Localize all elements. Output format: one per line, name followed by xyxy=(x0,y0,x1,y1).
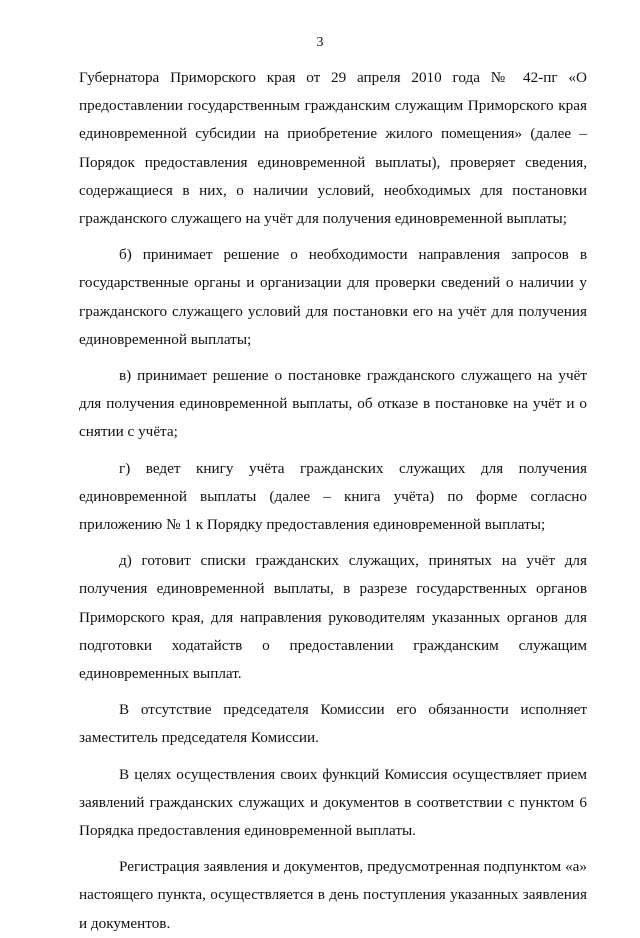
paragraph-item-b: б) принимает решение о необходимости направления запросов в государственные органы и организации для проверки сведений о наличии у гражданского служащего условий для постановки его на учёт для получения единовременной выплаты; xyxy=(79,246,587,348)
document-body xyxy=(79,64,587,938)
paragraph-item-d: д) готовит списки гражданских служащих, принятых на учёт для получения единовременной выплаты, в разрезе государственных органов Приморского края, для направления руководителям указанных органов для подготовки ходатайств о предоставлении гражданским служащим единовременных выплат. xyxy=(79,552,587,683)
paragraph-functions: В целях осуществления своих функций Комиссия осуществляет прием заявлений гражданских служащих и документов в соответствии с пунктом 6 Порядка предоставления единовременной выплаты. xyxy=(79,765,587,840)
paragraph-item-v: в) принимает решение о постановке гражданского служащего на учёт для получения единовременной выплаты, об отказе в постановке на учёт и о снятии с учёта; xyxy=(79,367,587,441)
paragraph-item-g: г) ведет книгу учёта гражданских служащих для получения единовременной выплаты (далее – книга учёта) по форме согласно приложению № 1 к Порядку предоставления единовременной выплаты; xyxy=(79,459,587,534)
paragraph-deputy: В отсутствие председателя Комиссии его обязанности исполняет заместитель председателя Комиссии. xyxy=(79,701,587,747)
paragraph-continuation: Губернатора Приморского края от 29 апреля 2010 года № 42-пг «О предоставлении государственным гражданским служащим Приморского края единовременной субсидии на приобретение жилого помещения» (далее – Порядок предоставления единовременной выплаты), проверяет сведения, содержащиеся в них, о наличии условий, необходимых для постановки гражданского служащего на учёт для получения единовременной выплаты; xyxy=(79,69,587,228)
paragraph-registration: Регистрация заявления и документов, предусмотренная подпунктом «а» настоящего пункта, осуществляется в день поступления указанных заявления и документов. xyxy=(79,858,587,932)
page-number: 3 xyxy=(316,35,324,50)
